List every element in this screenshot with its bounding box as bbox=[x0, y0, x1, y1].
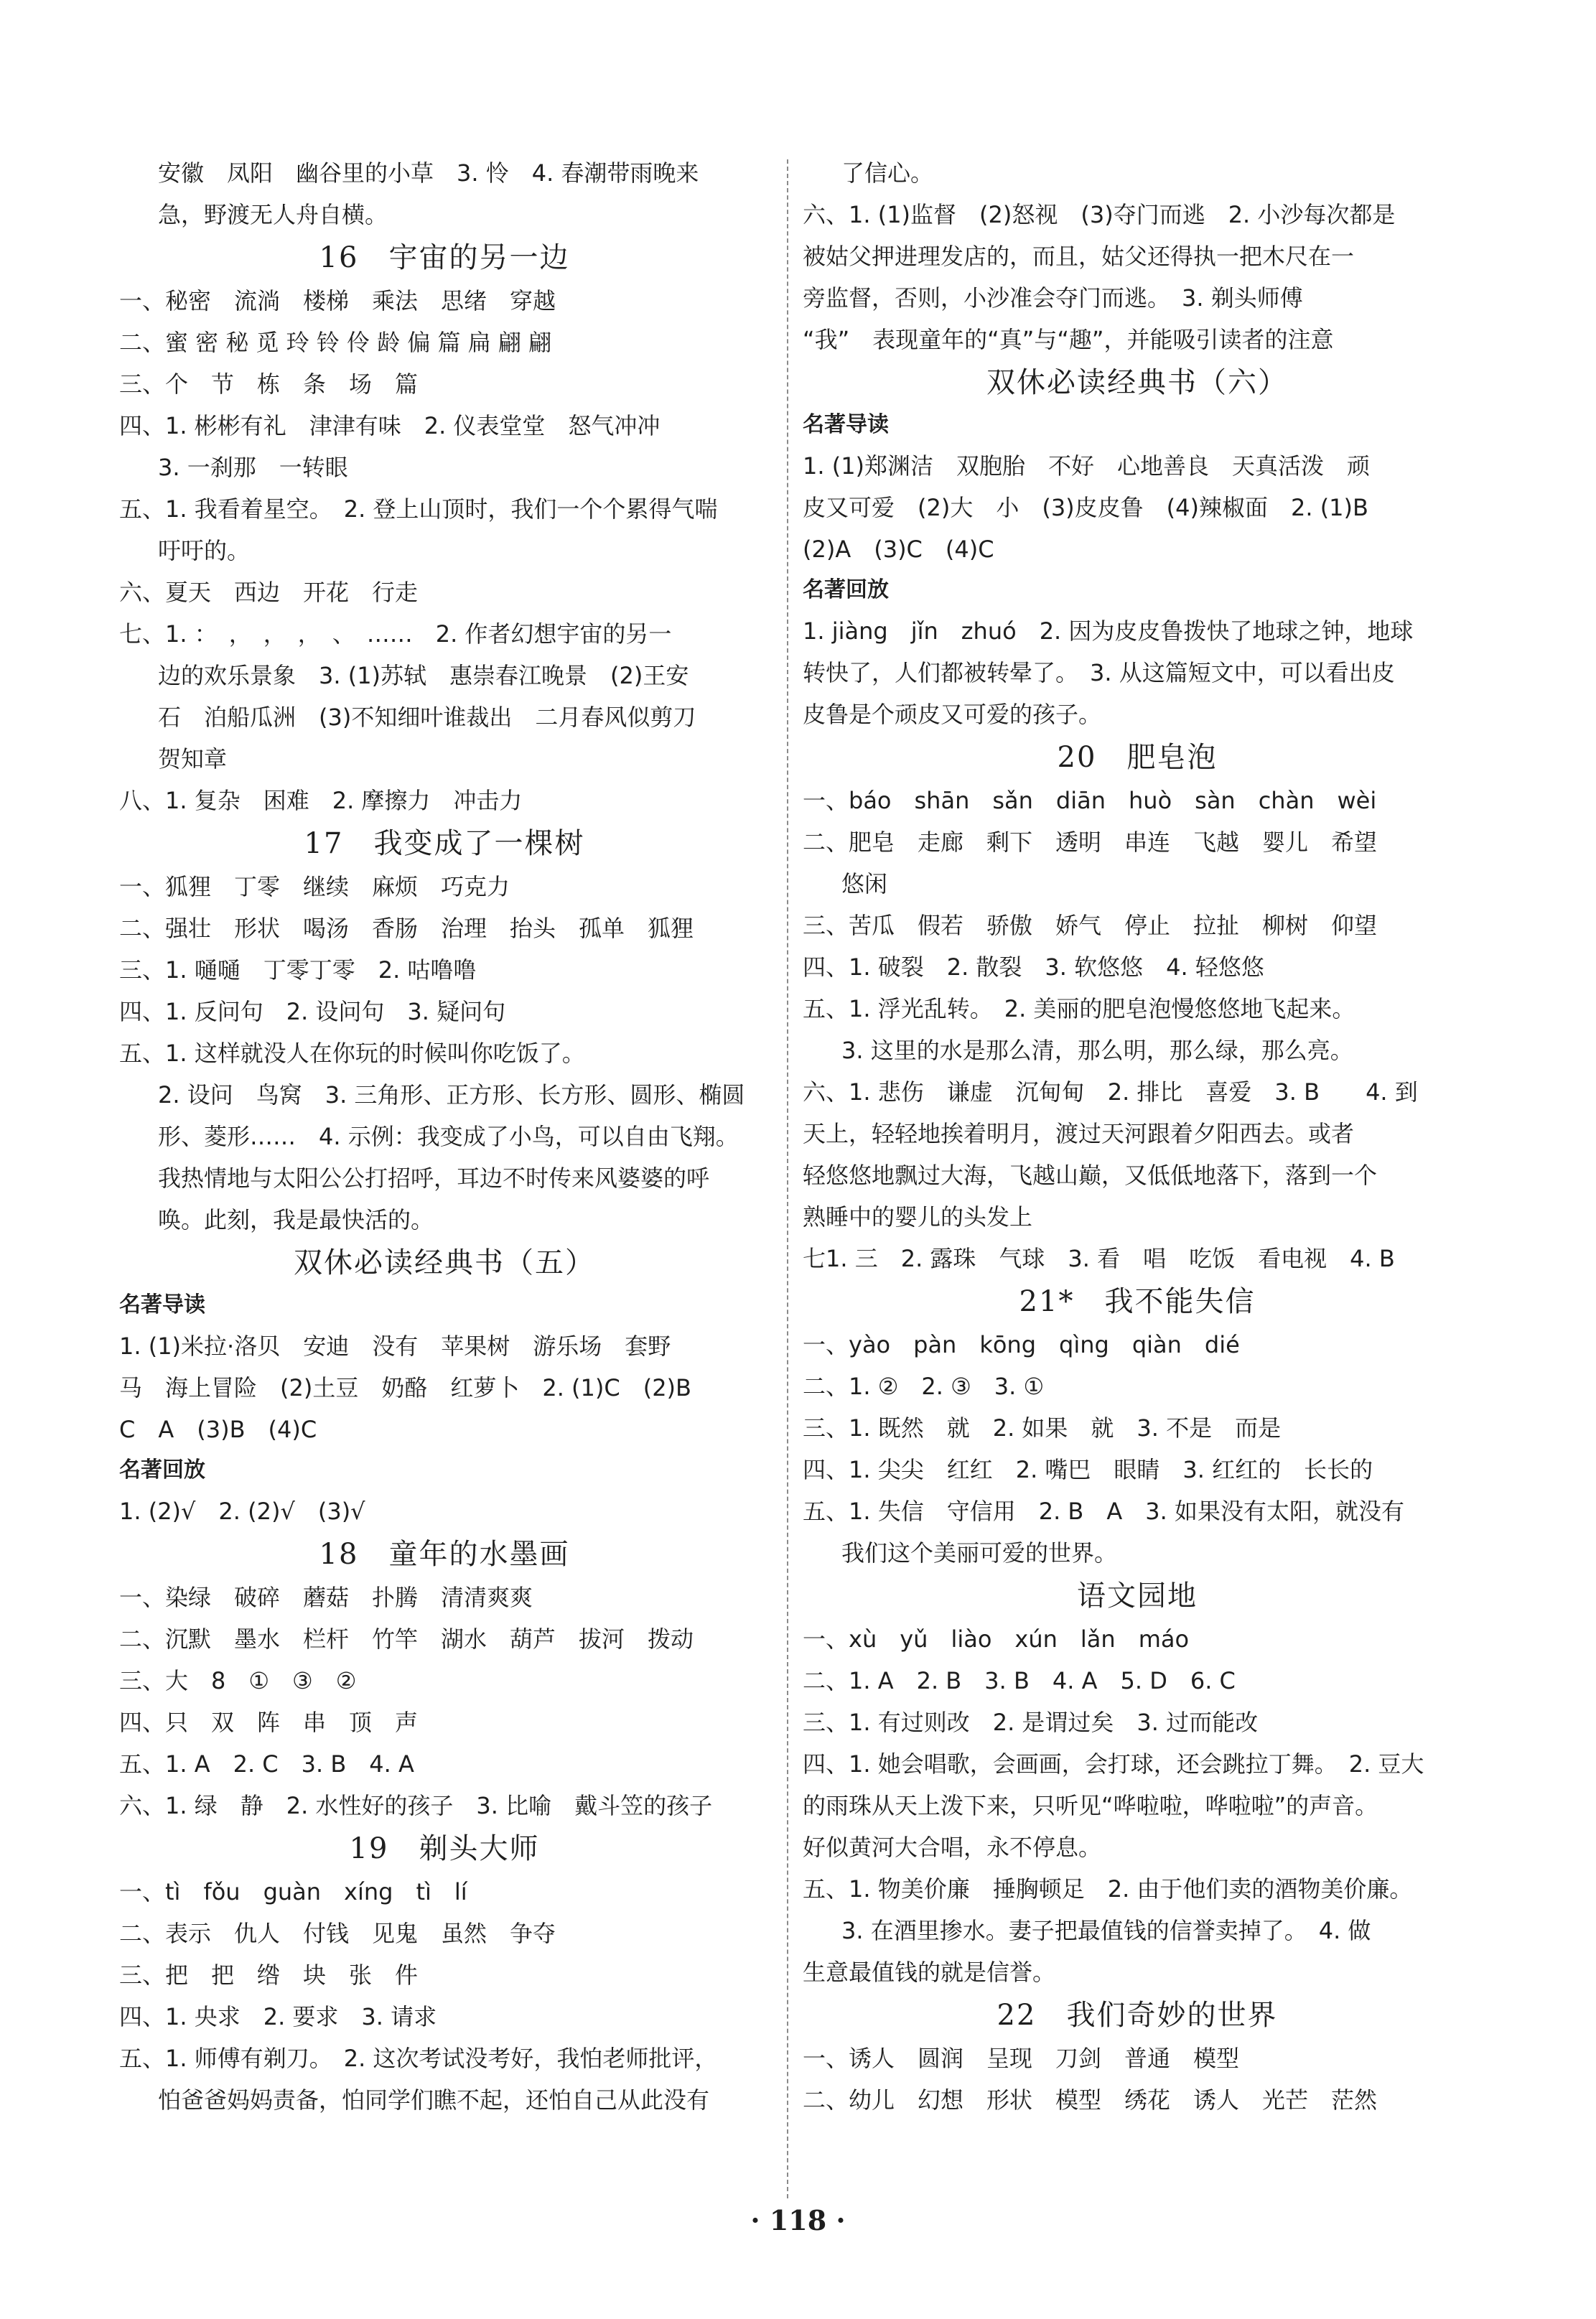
section-heading: 双休必读经典书（五） bbox=[294, 1246, 595, 1279]
answer-line: 二、表示 仇人 付钱 见鬼 虽然 争夺 bbox=[119, 1920, 556, 1947]
section-heading: 17 我变成了一棵树 bbox=[304, 827, 585, 860]
answer-line: 旁监督，否则，小沙准会夺门而逃。 3. 剃头师傅 bbox=[803, 284, 1303, 312]
answer-line: 的雨珠从天上泼下来，只听见“哗啦啦，哗啦啦”的声音。 bbox=[803, 1792, 1378, 1819]
answer-line: 贺知章 bbox=[158, 745, 228, 773]
answer-line: 生意最值钱的就是信誉。 bbox=[803, 1959, 1056, 1986]
answer-line: 三、把 把 绺 块 张 件 bbox=[119, 1961, 419, 1989]
answer-line: 急，野渡无人舟自横。 bbox=[158, 201, 388, 228]
answer-line: 一、xù yǔ liào xún lǎn máo bbox=[803, 1625, 1190, 1653]
section-heading: 22 我们奇妙的世界 bbox=[997, 1999, 1278, 2032]
answer-line: 一、báo shān sǎn diān huò sàn chàn wèi bbox=[803, 787, 1377, 814]
answer-line: 皮又可爱 (2)大 小 (3)皮皮鲁 (4)辣椒面 2. (1)B bbox=[803, 494, 1368, 521]
answer-line: 熟睡中的婴儿的头发上 bbox=[803, 1203, 1033, 1231]
answer-line: 八、1. 复杂 困难 2. 摩擦力 冲击力 bbox=[119, 787, 523, 814]
answer-line: 四、1. 彬彬有礼 津津有味 2. 仪表堂堂 怒气冲冲 bbox=[119, 412, 661, 439]
answer-line: 2. 设问 鸟窝 3. 三角形、正方形、长方形、圆形、椭圆 bbox=[158, 1081, 745, 1109]
answer-line: 二、蜜 密 秘 觅 玲 铃 伶 龄 偏 篇 扁 翩 翩 bbox=[119, 329, 552, 356]
answer-line: 轻悠悠地飘过大海，飞越山巅，又低低地落下，落到一个 bbox=[803, 1162, 1378, 1189]
answer-line: 二、1. A 2. B 3. B 4. A 5. D 6. C bbox=[803, 1667, 1236, 1694]
answer-line: 三、1. 嗵嗵 丁零丁零 2. 咕噜噜 bbox=[119, 956, 477, 984]
answer-line: 六、1. (1)监督 (2)怒视 (3)夺门而逃 2. 小沙每次都是 bbox=[803, 201, 1396, 228]
section-heading: 双休必读经典书（六） bbox=[986, 366, 1288, 399]
subsection-label: 名著导读 bbox=[803, 412, 889, 437]
answer-line: 一、秘密 流淌 楼梯 乘法 思绪 穿越 bbox=[119, 287, 556, 314]
answer-line: 五、1. 物美价廉 捶胸顿足 2. 由于他们卖的酒物美价廉。 bbox=[803, 1875, 1413, 1903]
answer-line: 1. (1)米拉·洛贝 安迪 没有 苹果树 游乐场 套野 bbox=[119, 1333, 671, 1360]
answer-line: 四、1. 央求 2. 要求 3. 请求 bbox=[119, 2003, 437, 2030]
answer-line: 一、tì fǒu guàn xíng tì lí bbox=[119, 1878, 467, 1905]
answer-line: 五、1. 浮光乱转。 2. 美丽的肥皂泡慢悠悠地飞起来。 bbox=[803, 995, 1355, 1022]
answer-line: 四、1. 反问句 2. 设问句 3. 疑问句 bbox=[119, 998, 506, 1025]
section-heading: 19 剃头大师 bbox=[349, 1832, 540, 1865]
answer-line: 马 海上冒险 (2)土豆 奶酪 红萝卜 2. (1)C (2)B bbox=[119, 1374, 691, 1401]
section-heading: 语文园地 bbox=[1077, 1580, 1198, 1613]
answer-line: 皮鲁是个顽皮又可爱的孩子。 bbox=[803, 701, 1102, 728]
page-number: · 118 · bbox=[750, 2204, 846, 2236]
answer-line: C A (3)B (4)C bbox=[119, 1416, 317, 1443]
answer-line: 边的欢乐景象 3. (1)苏轼 惠崇春江晚景 (2)王安 bbox=[158, 662, 689, 689]
answer-line: 吁吁的。 bbox=[158, 537, 251, 564]
answer-line: 三、个 节 栋 条 场 篇 bbox=[119, 370, 419, 398]
answer-line: 一、狐狸 丁零 继续 麻烦 巧克力 bbox=[119, 873, 510, 900]
answer-line: (2)A (3)C (4)C bbox=[803, 536, 994, 563]
answer-line: 二、沉默 墨水 栏杆 竹竿 湖水 葫芦 拔河 拨动 bbox=[119, 1625, 694, 1653]
answer-line: 天上，轻轻地挨着明月，渡过天河跟着夕阳西去。或者 bbox=[803, 1120, 1355, 1147]
answer-line: 五、1. 这样就没人在你玩的时候叫你吃饭了。 bbox=[119, 1040, 585, 1067]
answer-line: 3. 这里的水是那么清，那么明，那么绿，那么亮。 bbox=[841, 1037, 1353, 1064]
answer-line: 1. (2)√ 2. (2)√ (3)√ bbox=[119, 1498, 365, 1525]
answer-line: 悠闲 bbox=[841, 870, 888, 897]
answer-line: 三、1. 既然 就 2. 如果 就 3. 不是 而是 bbox=[803, 1414, 1282, 1442]
column-divider bbox=[787, 159, 788, 2198]
right-column bbox=[803, 152, 1472, 2121]
answer-line: 怕爸爸妈妈责备，怕同学们瞧不起，还怕自己从此没有 bbox=[158, 2086, 710, 2114]
answer-line: 三、大 8 ① ③ ② bbox=[119, 1667, 357, 1694]
answer-line: 六、1. 绿 静 2. 水性好的孩子 3. 比喻 戴斗笠的孩子 bbox=[119, 1792, 713, 1819]
answer-line: 好似黄河大合唱，永不停息。 bbox=[803, 1834, 1102, 1861]
answer-line: 二、幼儿 幻想 形状 模型 绣花 诱人 光芒 茫然 bbox=[803, 2086, 1378, 2114]
answer-line: 二、1. ② 2. ③ 3. ① bbox=[803, 1373, 1045, 1400]
answer-line: 五、1. A 2. C 3. B 4. A bbox=[119, 1750, 414, 1778]
answer-line: 转快了，人们都被转晕了。 3. 从这篇短文中，可以看出皮 bbox=[803, 659, 1395, 686]
answer-line: 安徽 凤阳 幽谷里的小草 3. 怜 4. 春潮带雨晚来 bbox=[158, 159, 699, 187]
answer-line: 三、1. 有过则改 2. 是谓过矣 3. 过而能改 bbox=[803, 1709, 1259, 1736]
answer-line: 1. (1)郑渊洁 双胞胎 不好 心地善良 天真活泼 顽 bbox=[803, 452, 1371, 480]
answer-line: 一、染绿 破碎 蘑菇 扑腾 清清爽爽 bbox=[119, 1584, 533, 1611]
answer-line: 唤。此刻，我是最快活的。 bbox=[158, 1206, 434, 1233]
section-heading: 20 肥皂泡 bbox=[1057, 741, 1218, 774]
answer-line: 我热情地与太阳公公打招呼，耳边不时传来风婆婆的呼 bbox=[158, 1165, 710, 1192]
answer-line: 四、1. 破裂 2. 散裂 3. 软悠悠 4. 轻悠悠 bbox=[803, 953, 1264, 981]
answer-line: 形、菱形…… 4. 示例：我变成了小鸟，可以自由飞翔。 bbox=[158, 1123, 739, 1150]
answer-line: 五、1. 师傅有剃刀。 2. 这次考试没考好，我怕老师批评， bbox=[119, 2045, 718, 2072]
section-heading: 16 宇宙的另一边 bbox=[319, 241, 570, 274]
answer-line: 我们这个美丽可爱的世界。 bbox=[841, 1539, 1118, 1567]
answer-line: 四、只 双 阵 串 顶 声 bbox=[119, 1709, 419, 1736]
answer-line: 被姑父押进理发店的，而且，姑父还得执一把木尺在一 bbox=[803, 243, 1355, 270]
answer-line: 石 泊船瓜洲 (3)不知细叶谁裁出 二月春风似剪刀 bbox=[158, 704, 696, 731]
answer-line: 1. jiàng jǐn zhuó 2. 因为皮皮鲁拨快了地球之钟，地球 bbox=[803, 617, 1414, 645]
answer-line: 七、1. ： ， ， ， 、 …… 2. 作者幻想宇宙的另一 bbox=[119, 620, 672, 648]
answer-line: 六、1. 悲伤 谦虚 沉甸甸 2. 排比 喜爱 3. B 4. 到 bbox=[803, 1078, 1418, 1106]
subsection-label: 名著回放 bbox=[803, 577, 889, 602]
section-heading: 18 童年的水墨画 bbox=[319, 1538, 570, 1571]
answer-line: “我” 表现童年的“真”与“趣”，并能吸引读者的注意 bbox=[803, 326, 1334, 353]
answer-line: 五、1. 我看着星空。 2. 登上山顶时，我们一个个累得气喘 bbox=[119, 495, 718, 523]
answer-line: 三、苦瓜 假若 骄傲 娇气 停止 拉扯 柳树 仰望 bbox=[803, 912, 1378, 939]
answer-line: 3. 在酒里掺水。妻子把最值钱的信誉卖掉了。 4. 做 bbox=[841, 1917, 1371, 1944]
answer-line: 二、肥皂 走廊 剩下 透明 串连 飞越 婴儿 希望 bbox=[803, 829, 1378, 856]
answer-line: 四、1. 她会唱歌，会画画，会打球，还会跳拉丁舞。 2. 豆大 bbox=[803, 1750, 1424, 1778]
answer-line: 四、1. 尖尖 红红 2. 嘴巴 眼睛 3. 红红的 长长的 bbox=[803, 1456, 1373, 1483]
answer-line: 一、诱人 圆润 呈现 刀剑 普通 模型 bbox=[803, 2045, 1240, 2072]
subsection-label: 名著回放 bbox=[119, 1457, 205, 1483]
answer-line: 3. 一刹那 一转眼 bbox=[158, 454, 348, 481]
answer-line: 一、yào pàn kōng qìng qiàn dié bbox=[803, 1331, 1240, 1358]
answer-line: 六、夏天 西边 开花 行走 bbox=[119, 579, 419, 606]
answer-line: 七1. 三 2. 露珠 气球 3. 看 唱 吃饭 看电视 4. B bbox=[803, 1245, 1395, 1272]
left-column bbox=[119, 152, 770, 2121]
answer-line: 五、1. 失信 守信用 2. B A 3. 如果没有太阳，就没有 bbox=[803, 1498, 1404, 1525]
subsection-label: 名著导读 bbox=[119, 1292, 205, 1317]
section-heading: 21* 我不能失信 bbox=[1019, 1285, 1256, 1318]
answer-line: 二、强壮 形状 喝汤 香肠 治理 抬头 孤单 狐狸 bbox=[119, 915, 694, 942]
answer-line: 了信心。 bbox=[841, 159, 934, 187]
